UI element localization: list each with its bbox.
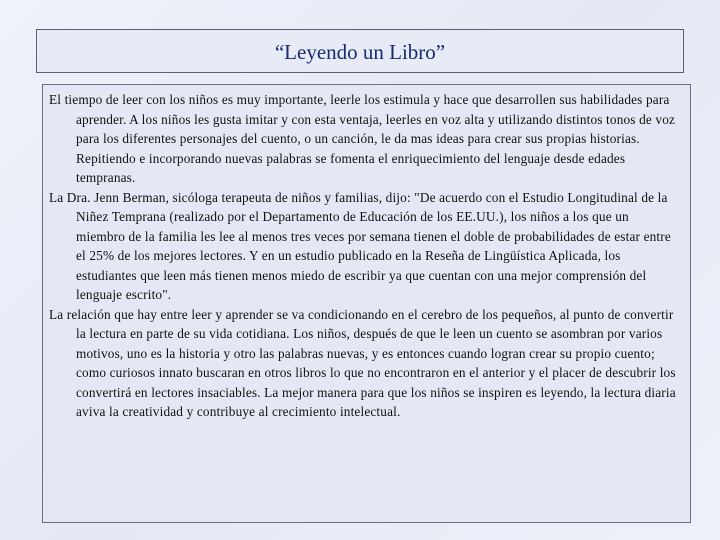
slide-title: “Leyendo un Libro” — [274, 39, 446, 64]
paragraph-reading-learning: La relación que hay entre leer y aprender se va condicionando en el cerebro de los pequeños, al punto de convertir la lectura en parte de su vida cotidiana. Los niños, después de que le leen un cuento se asombran por varios motivos, uno es la historia y otro las palabras nuevas, y es entonces cuando logran crear su propio cuento; como curiosos innato buscaran en otros libros lo que no encontraron en el anterior y el placer de descubrir los convertirá en lectores insaciables. La mejor manera para que los niños se inspiren es leyendo, la lectura diaria aviva la creatividad y contribuye al crecimiento intelectual. — [49, 306, 676, 419]
paragraph-reading-importance: El tiempo de leer con los niños es muy importante, leerle los estimula y hace que desarrollen sus habilidades para aprender. A los niños les gusta imitar y con esta ventaja, leerles en voz alta y utilizando distintos tonos de voz para los diferentes personajes del cuento, o un canción, le da mas ideas para crear sus propias historias. Repitiendo e incorporando nuevas palabras se fomenta el enriquecimiento del lenguaje desde edades tempranas. — [49, 92, 676, 185]
title-box — [36, 29, 684, 73]
text-box — [42, 84, 691, 523]
paragraph-berman-quote: La Dra. Jenn Berman, sicóloga terapeuta de niños y familias, dijo: "De acuerdo con el Estudio Longitudinal de la Niñez Temprana (realizado por el Departamento de Educación de los EE.UU.), los niños a los que un miembro de la familia les lee al menos tres veces por semana tienen el doble de probabilidades de estar entre el 25% de los mejores lectores. Y en un estudio publicado en la Reseña de Lingüística Aplicada, los estudiantes que leen más tienen menos miedo de escribir ya que cuentan con una mejor comprensión del lenguaje escrito". — [49, 189, 671, 302]
